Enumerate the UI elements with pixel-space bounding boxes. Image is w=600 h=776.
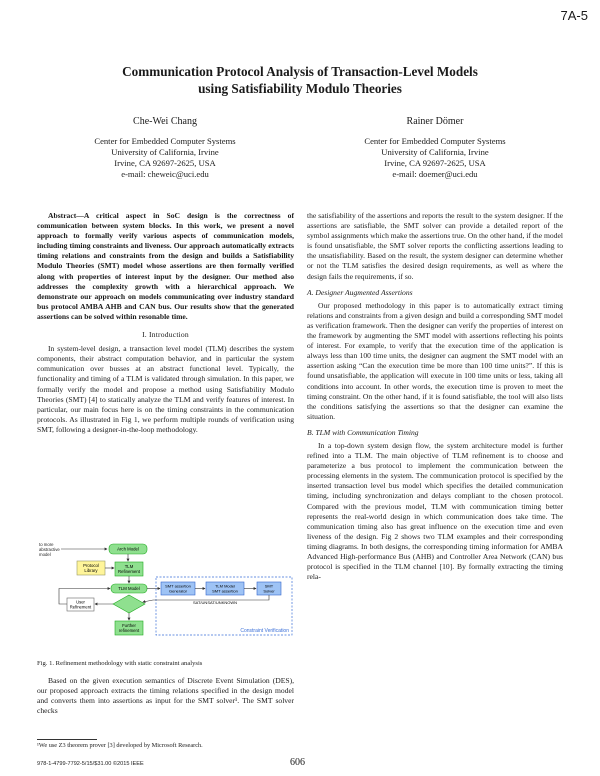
fig-sat-result: SAT/UNSAT/UNKNOWN xyxy=(192,600,238,605)
right-paragraph-1: the satisfiability of the assertions and reports the result to the system designer. If the assertions are satisfiable, the SMT solver can provide a detailed report of the symbol assignments which make the assertions true. On the other hand, if the model is found unsatisfiable, the SMT solver reports the conflicting assertions leading to the unsatisfiability. Based on the result, the system designer can determine whether or not the TLM satisfies the desired design requirements, as well as where the design fails the requirements, if so. xyxy=(307,211,563,281)
left-column xyxy=(37,211,294,435)
intro-paragraph: In system-level design, a transaction level model (TLM) describes the system components, their abstract computation behavior, and in particular the system communication over busses at an abstract functional level. Typically, the functionality and timing of a TLM is validated through simulation. In this paper, we formally verify the model and propose a method using Satisfiability Modulo Theories (SMT) [4] to statically analyze the TLM and verify features of interest. In particular, our main focus here is on the timing constraints in the communication protocols. As illustrated in Fig 1, we perform multiple rounds of verification using SMT, following a designer-in-the-loop methodology. xyxy=(37,344,294,434)
author-university: University of California, Irvine xyxy=(381,147,489,157)
fig-smt-assertion-2: SMT assertion xyxy=(212,588,238,594)
decision-diamond xyxy=(113,595,145,613)
fig-tlm-model: TLM Model xyxy=(118,586,140,591)
fig-refinement: Refinement xyxy=(118,569,140,574)
isbn-line: 978-1-4799-7792-5/15/$31.00 ©2015 IEEE xyxy=(37,761,144,767)
left-paragraph-2: Based on the given execution semantics of Discrete Event Simulation (DES), our proposed approach extracts the timing relations specified in the design model and converts them into assertions as input for the SMT solver¹. The SMT solver checks xyxy=(37,676,294,716)
subsection-b-paragraph: In a top-down system design flow, the system architecture model is further refined into a TLM. The main objective of TLM refinement is to choose and parameterize a bus protocol to implement the communication between the processing elements in the system. The communication protocol is specified by the inserted transaction level bus model which specifies the detailed communication timing, including synchronization and delays compliant to the chosen protocol. Compared with the previous model, TLM with communication timing better represents the real-world design in which communication does take time. The communication timing also has great influence on the execution time and even liveness of the design. Fig 2 shows two TLM examples and their corresponding timing diagrams. In both designs, the corresponding timing information for AMBA Advanced High-performance Bus (AHB) and Controller Area Network (CAN) bus protocol is specified in the TLM channel [10]. By formally extracting the timing rela- xyxy=(307,440,563,582)
subsection-heading-b: B. TLM with Communication Timing xyxy=(307,427,419,437)
left-column-bottom xyxy=(37,676,294,716)
footnote: ¹We use Z3 theorem prover [3] developed by Microsoft Research. xyxy=(37,742,203,749)
fig-further: Further xyxy=(122,623,136,628)
fig-library: Library xyxy=(84,568,98,573)
figure-1 xyxy=(37,540,294,655)
section-heading: I. Introduction xyxy=(142,330,189,340)
fig-label-to-more: to more xyxy=(39,542,54,547)
author-affiliation: Center for Embedded Computer Systems xyxy=(94,136,236,146)
title-line-2: using Satisfiability Modulo Theories xyxy=(198,81,402,96)
author-address: Irvine, CA 92697-2625, USA xyxy=(384,158,486,168)
session-tag: 7A-5 xyxy=(560,8,588,23)
fig-smt: SMT xyxy=(264,583,274,589)
footnote-rule xyxy=(37,739,97,740)
fig-tlm-model-2: TLM Model xyxy=(214,583,236,589)
author-university: University of California, Irvine xyxy=(111,147,219,157)
fig-protocol: Protocol xyxy=(83,563,99,568)
fig-tlm: TLM xyxy=(124,564,134,569)
right-column xyxy=(307,211,563,582)
subsection-a-paragraph: Our proposed methodology in this paper is to automatically extract timing relations and constraints from a given design and build a corresponding SMT model as verification framework. Then the designer can verify the properties of interest on the framework by augmenting the SMT model with assertions reflecting his points of interest. For example, to verify that the execution time of the application is always less than 100 time units, the designer can augment the SMT model with an assertion asking “Can the execution time be more than 100 time units?”. If this is found unsatisfiable, the application will execute in 100 time units or less, taking all conditions into account. In other words, the execution time is proven to meet the timing constraint. On the other hand, if it is found satisfiable, the tool will also lists the conditions satisfying the assertions so that the designer can examine the situation. xyxy=(307,300,563,421)
figure-caption: Fig. 1. Refinement methodology with static constraint analysis xyxy=(37,660,203,667)
author-name: Che-Wei Chang xyxy=(133,116,197,127)
subsection-heading-a: A. Designer Augmented Assertions xyxy=(307,287,413,297)
author-email[interactable]: e-mail: cheweic@uci.edu xyxy=(121,169,209,179)
fig-label-abstractive: abstractive xyxy=(39,547,60,552)
author-address: Irvine, CA 92697-2625, USA xyxy=(114,158,216,168)
fig-arch-model: Arch Model xyxy=(117,546,139,552)
fig-user: User xyxy=(76,599,85,605)
fig-solver: Solver xyxy=(263,588,275,594)
fig-generator: Generator xyxy=(168,588,188,594)
author-name: Rainer Dömer xyxy=(406,116,464,127)
fig-smt-assertion: SMT assertion xyxy=(165,583,191,589)
author-block-1 xyxy=(60,116,270,180)
fig-refinement-3: refinement xyxy=(118,628,140,633)
author-email[interactable]: e-mail: doemer@uci.edu xyxy=(392,169,478,179)
author-block-2 xyxy=(330,116,540,180)
paper-title xyxy=(0,63,600,97)
fig-constraint-verification: Constraint Verification xyxy=(240,628,289,634)
fig-refinement-2: Refinement xyxy=(69,604,92,610)
page-number: 606 xyxy=(290,757,305,768)
title-line-1: Communication Protocol Analysis of Transaction-Level Models xyxy=(122,64,478,79)
author-affiliation: Center for Embedded Computer Systems xyxy=(364,136,506,146)
abstract: Abstract—A critical aspect in SoC design is the correctness of communication between system blocks. In this work, we present a novel approach to formally verify various aspects of communication models, including timing constraints and liveness. Our approach automatically extracts timing relations and constraints from the design and builds a Satisfiability Modulo Theories (SMT) model whose assertions are then formally verified along with properties of interest input by the designer. Our method also addresses the complexity growth with a hierarchical approach. We demonstrate our approach on models communicating over industry standard bus protocol AMBA AHB and CAN bus. Our results show that the generated assertions can be solved within resonable time. xyxy=(37,211,294,321)
fig-label-model: model xyxy=(39,552,51,557)
